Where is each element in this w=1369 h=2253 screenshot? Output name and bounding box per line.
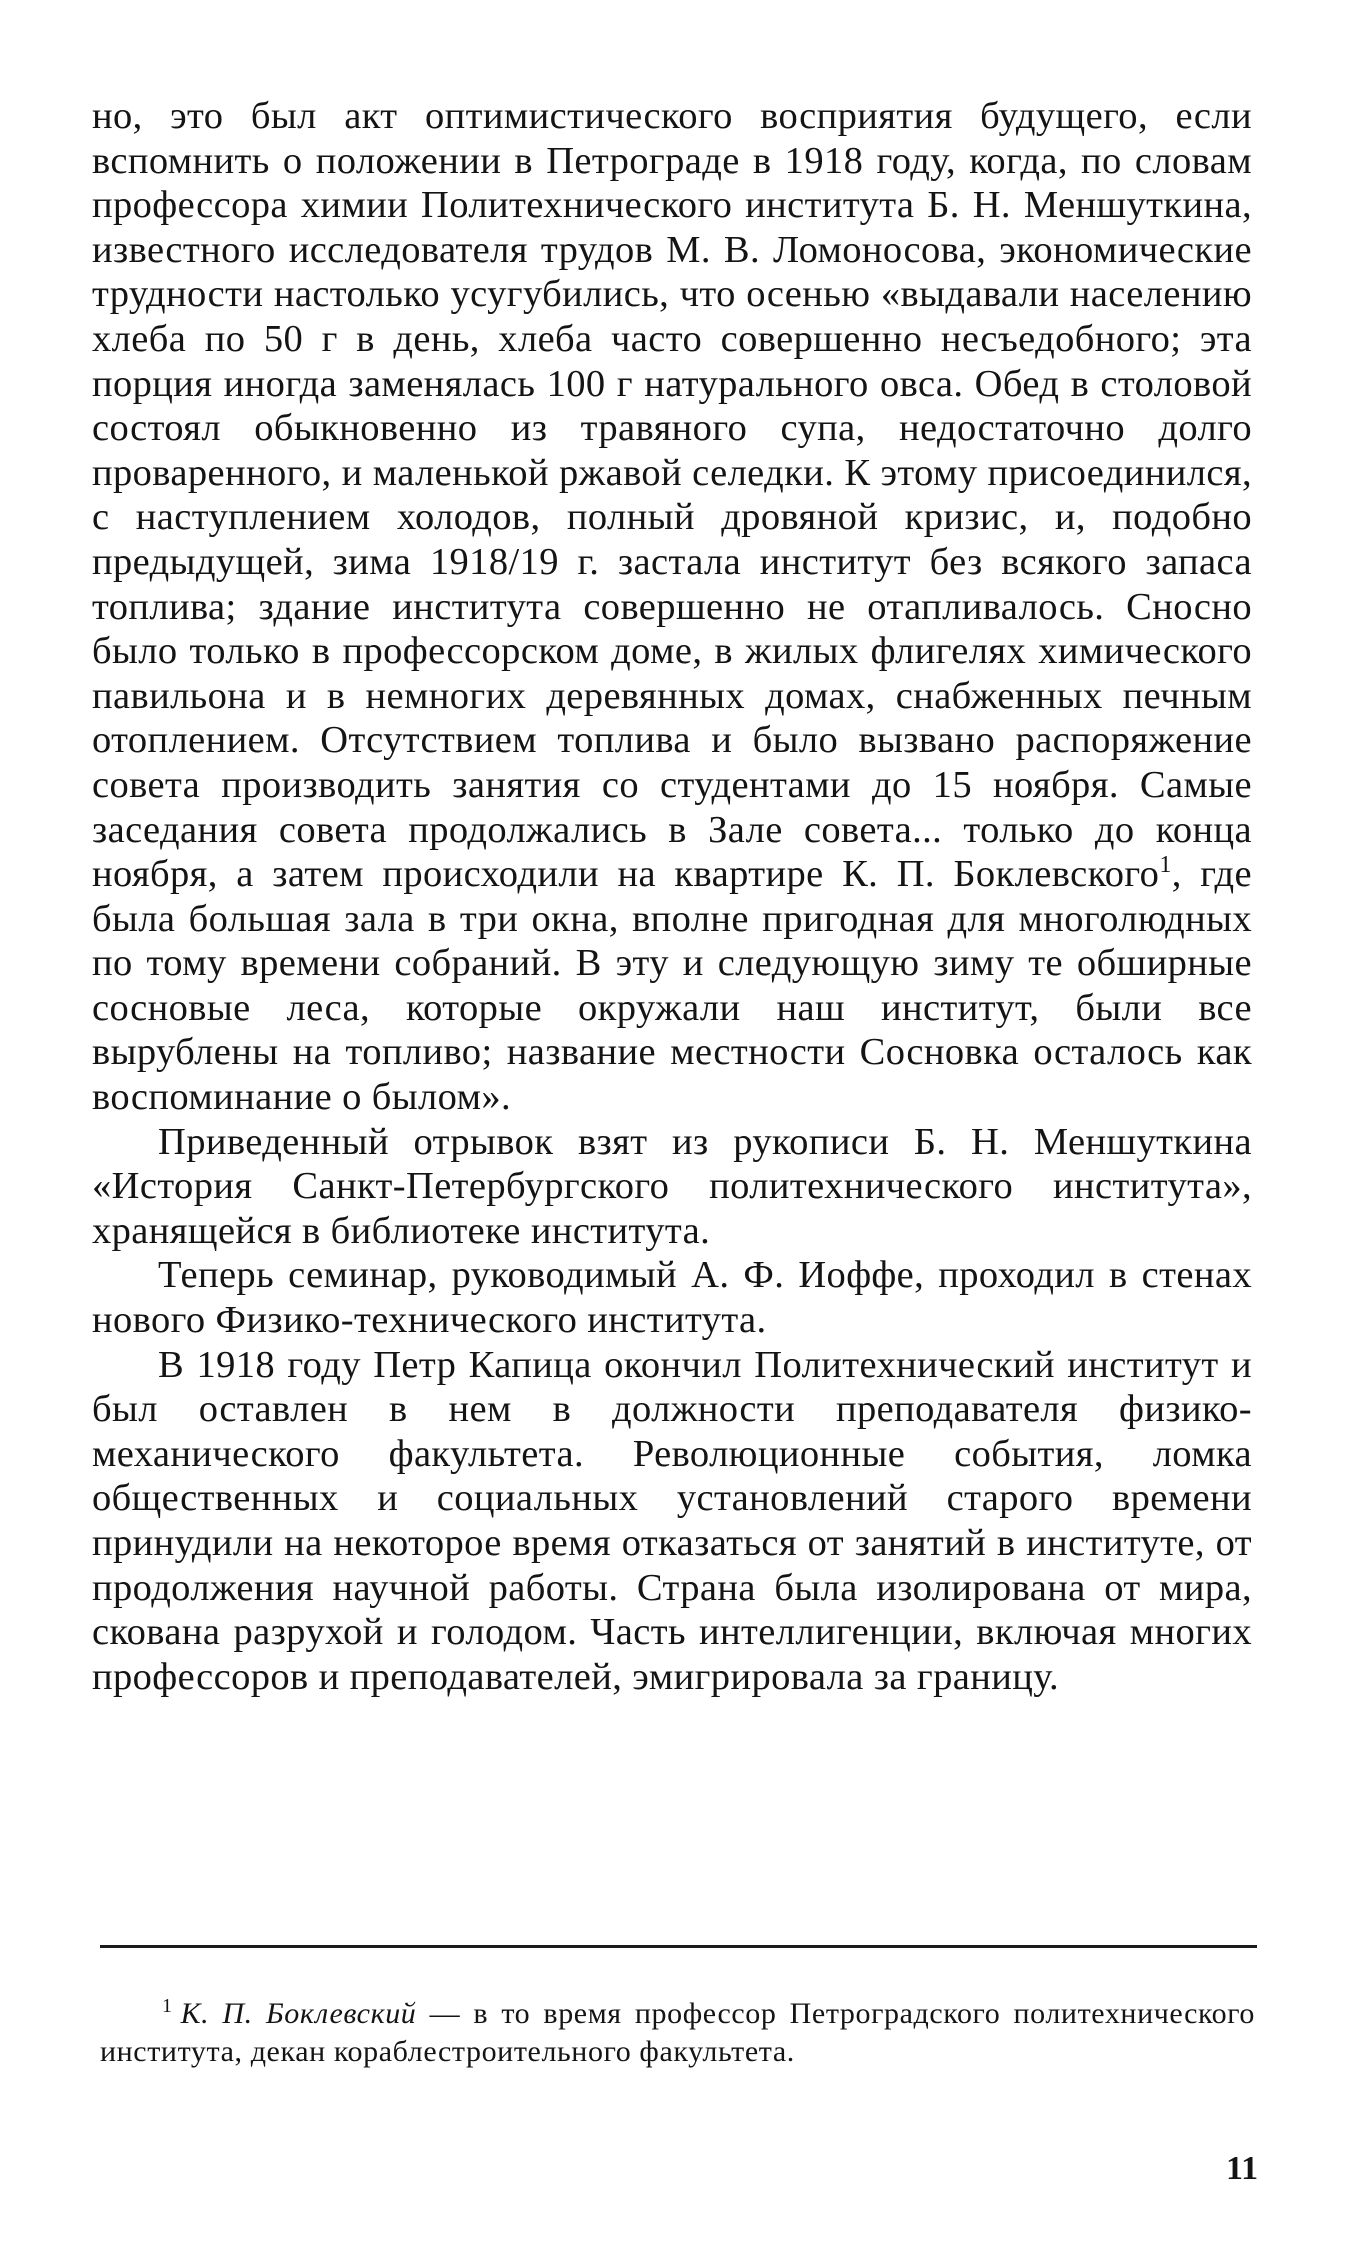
paragraph-3: Теперь семинар, руководимый А. Ф. Иоффе, проходил в стенах нового Физико-технического института.	[92, 1254, 1252, 1342]
footnote-divider	[100, 1945, 1257, 1948]
footnote	[100, 1995, 1255, 2071]
paragraph-2: Приведенный отрывок взят из рукописи Б. Н. Меншуткина «История Санкт-Петербургского политехнического института», хранящейся в библиотеке института.	[92, 1120, 1252, 1252]
footnote-reference: 1	[1159, 852, 1172, 879]
paragraph-4: В 1918 году Петр Капица окончил Политехнический институт и был оставлен в нем в должности преподавателя физико-механического факультета. Революционные события, ломка общественных и социальных установлений старого времени принудили на некоторое время отказаться от занятий в институте, от продолжения научной работы. Страна была изолирована от мира, скована разрухой и голодом. Часть интеллигенции, включая многих профессоров и преподавателей, эмигрировала за границу.	[92, 1343, 1252, 1698]
footnote-marker: 1	[162, 1995, 173, 2017]
main-text	[92, 94, 1252, 1699]
paragraph-1-text-part-1: но, это был акт оптимистического восприятия будущего, если вспомнить о положении в Петрограде в 1918 году, когда, по словам профессора химии Политехнического института Б. Н. Меншуткина, известного исследователя трудов М. В. Ломоносова, экономические трудности настолько усугубились, что осенью «выдавали населению хлеба по 50 г в день, хлеба часто совершенно несъедобного; эта порция иногда заменялась 100 г натурального овса. Обед в столовой состоял обыкновенно из травяного супа, недостаточно долго проваренного, и маленькой ржавой селедки. К этому присоединился, с наступлением холодов, полный дровяной кризис, и, подобно предыдущей, зима 1918/19 г. застала институт без всякого запаса топлива; здание института совершенно не отапливалось. Сносно было только в профессорском доме, в жилых флигелях химического павильона и в немногих деревянных домах, снабженных печным отоплением. Отсутствием топлива и было вызвано распоряжение совета производить занятия со студентами до 15 ноября. Самые заседания совета продолжались в Зале совета... только до конца ноября, а затем происходили на квартире К. П. Боклевского	[92, 95, 1252, 896]
paragraph-1	[92, 94, 1252, 1120]
page-number: 11	[1226, 2150, 1259, 2187]
paragraph-1-text-part-2: , где была большая зала в три окна, вполне пригодная для многолюдных по тому времени собраний. В эту и следующую зиму те обширные сосновые леса, которые окружали наш институт, были все вырублены на топливо; название местности Сосновка осталось как воспоминание о былом».	[92, 853, 1252, 1119]
footnote-name: К. П. Боклевский	[180, 1997, 417, 2030]
footnote-text: — в то время профессор Петроградского политехнического института, декан кораблестроительного факультета.	[100, 1997, 1255, 2068]
page-body	[92, 94, 1252, 1699]
